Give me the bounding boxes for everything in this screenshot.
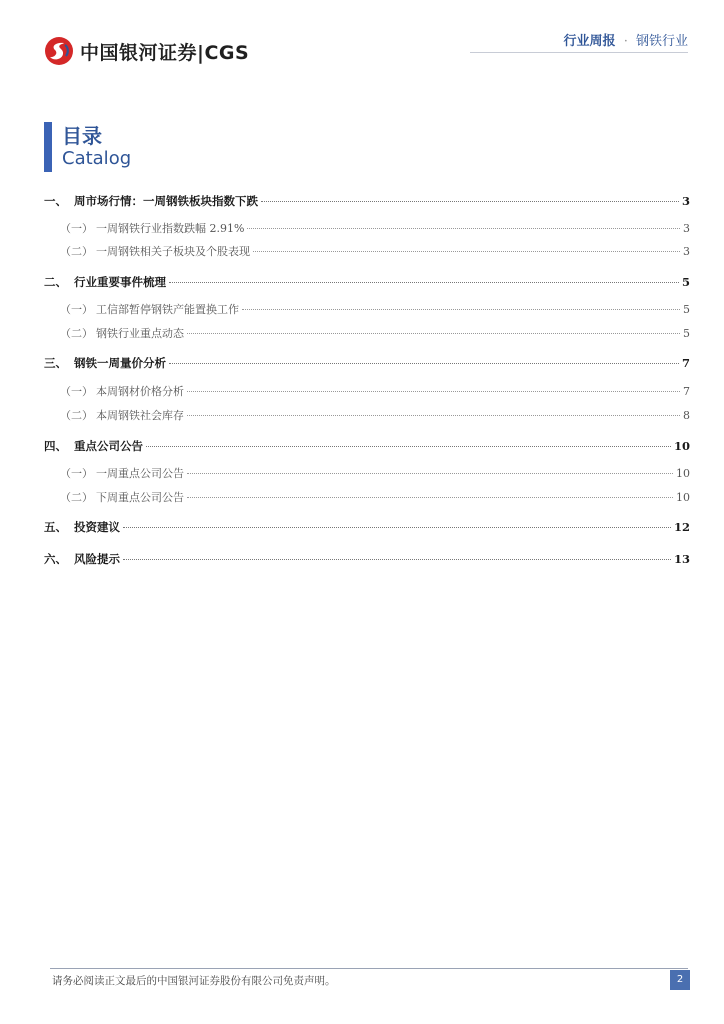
toc-entry-title: 钢铁行业重点动态 bbox=[96, 327, 184, 340]
toc-entry-page: 10 bbox=[673, 439, 690, 453]
toc-entry-page: 10 bbox=[676, 491, 690, 504]
toc-entry-title: 一周钢铁行业指数跌幅 2.91% bbox=[96, 222, 245, 235]
toc-title: 目录 bbox=[62, 124, 102, 148]
dot-leader bbox=[123, 527, 671, 528]
dot-leader bbox=[187, 333, 680, 334]
toc-entry-number: （二） bbox=[60, 409, 93, 422]
toc-subentry[interactable] bbox=[44, 325, 690, 343]
toc-entry-number: （一） bbox=[60, 222, 93, 235]
toc-entry-page: 5 bbox=[683, 303, 690, 316]
toc-entry-title: 周市场行情：一周钢铁板块指数下跌 bbox=[74, 194, 258, 208]
dot-leader bbox=[187, 497, 673, 498]
toc-entry-title: 一周钢铁相关子板块及个股表现 bbox=[96, 245, 250, 258]
toc-entry-number: 一、 bbox=[44, 194, 67, 208]
toc-entry-title: 一周重点公司公告 bbox=[96, 467, 184, 480]
report-type: 行业周报 bbox=[563, 34, 616, 49]
toc-entry-page: 3 bbox=[683, 222, 690, 235]
industry-name: 钢铁行业 bbox=[635, 34, 688, 49]
brand-logo bbox=[44, 36, 249, 66]
toc-entry-page: 5 bbox=[683, 327, 690, 340]
header-separator: · bbox=[623, 34, 628, 49]
dot-leader bbox=[242, 309, 680, 310]
toc-entry-number: （二） bbox=[60, 491, 93, 504]
dot-leader bbox=[146, 446, 671, 447]
toc-title-english: Catalog bbox=[62, 148, 132, 169]
toc-entry[interactable] bbox=[44, 193, 690, 211]
toc-subentry[interactable] bbox=[44, 301, 690, 319]
toc-entry-page: 13 bbox=[673, 552, 690, 566]
toc-subentry[interactable] bbox=[44, 489, 690, 507]
toc-entry[interactable] bbox=[44, 274, 690, 292]
footer-disclaimer: 请务必阅读正文最后的中国银河证券股份有限公司免责声明。 bbox=[52, 975, 336, 987]
toc-entry-page: 8 bbox=[683, 409, 690, 422]
dot-leader bbox=[187, 473, 673, 474]
toc-entry-number: （一） bbox=[60, 303, 93, 316]
report-type-label bbox=[564, 30, 688, 49]
toc-entry-page: 7 bbox=[681, 356, 690, 370]
dot-leader bbox=[187, 391, 680, 392]
toc-entry-number: 四、 bbox=[44, 439, 67, 453]
toc-subentry[interactable] bbox=[44, 220, 690, 238]
toc-entry-number: 六、 bbox=[44, 552, 67, 566]
toc-entry-title: 风险提示 bbox=[74, 552, 120, 566]
toc-entry[interactable] bbox=[44, 438, 690, 456]
toc-entry-title: 本周钢铁社会库存 bbox=[96, 409, 184, 422]
toc-subentry[interactable] bbox=[44, 243, 690, 261]
toc-entry-title: 投资建议 bbox=[74, 520, 120, 534]
toc-entry-page: 3 bbox=[681, 194, 690, 208]
toc-entry-number: （二） bbox=[60, 245, 93, 258]
toc-entry-page: 5 bbox=[681, 275, 690, 289]
dot-leader bbox=[169, 363, 679, 364]
toc-entry-page: 7 bbox=[683, 385, 690, 398]
toc-entry-page: 10 bbox=[676, 467, 690, 480]
toc-entry-number: 二、 bbox=[44, 275, 67, 289]
toc-entry-title: 重点公司公告 bbox=[74, 439, 143, 453]
toc-entry-title: 钢铁一周量价分析 bbox=[74, 356, 166, 370]
page-number: 2 bbox=[670, 970, 690, 990]
toc-entry-page: 12 bbox=[673, 520, 690, 534]
page-header bbox=[0, 0, 724, 80]
dot-leader bbox=[261, 201, 679, 202]
brand-name: 中国银河证券|CGS bbox=[80, 41, 250, 64]
toc-entry-title: 本周钢材价格分析 bbox=[96, 385, 184, 398]
footer-divider bbox=[50, 968, 688, 969]
toc-subentry[interactable] bbox=[44, 383, 690, 401]
toc-entry-number: 五、 bbox=[44, 520, 67, 534]
toc-entry-number: （一） bbox=[60, 385, 93, 398]
dot-leader bbox=[247, 228, 680, 229]
toc-entry-title: 工信部暂停钢铁产能置换工作 bbox=[96, 303, 239, 316]
dot-leader bbox=[187, 415, 680, 416]
toc-heading bbox=[44, 120, 344, 176]
toc-entry-title: 下周重点公司公告 bbox=[96, 491, 184, 504]
header-divider bbox=[470, 52, 688, 53]
toc-subentry[interactable] bbox=[44, 465, 690, 483]
toc-entry-title: 行业重要事件梳理 bbox=[74, 275, 166, 289]
cgs-logo-icon bbox=[44, 36, 74, 66]
toc-entry-number: （二） bbox=[60, 327, 93, 340]
toc-entry[interactable] bbox=[44, 355, 690, 373]
toc-subentry[interactable] bbox=[44, 407, 690, 425]
toc-entry-number: 三、 bbox=[44, 356, 67, 370]
toc-entry[interactable] bbox=[44, 519, 690, 537]
toc-entry-number: （一） bbox=[60, 467, 93, 480]
heading-accent-bar bbox=[44, 122, 52, 172]
toc-entry[interactable] bbox=[44, 551, 690, 569]
dot-leader bbox=[169, 282, 679, 283]
dot-leader bbox=[123, 559, 671, 560]
dot-leader bbox=[253, 251, 680, 252]
toc-entry-page: 3 bbox=[683, 245, 690, 258]
